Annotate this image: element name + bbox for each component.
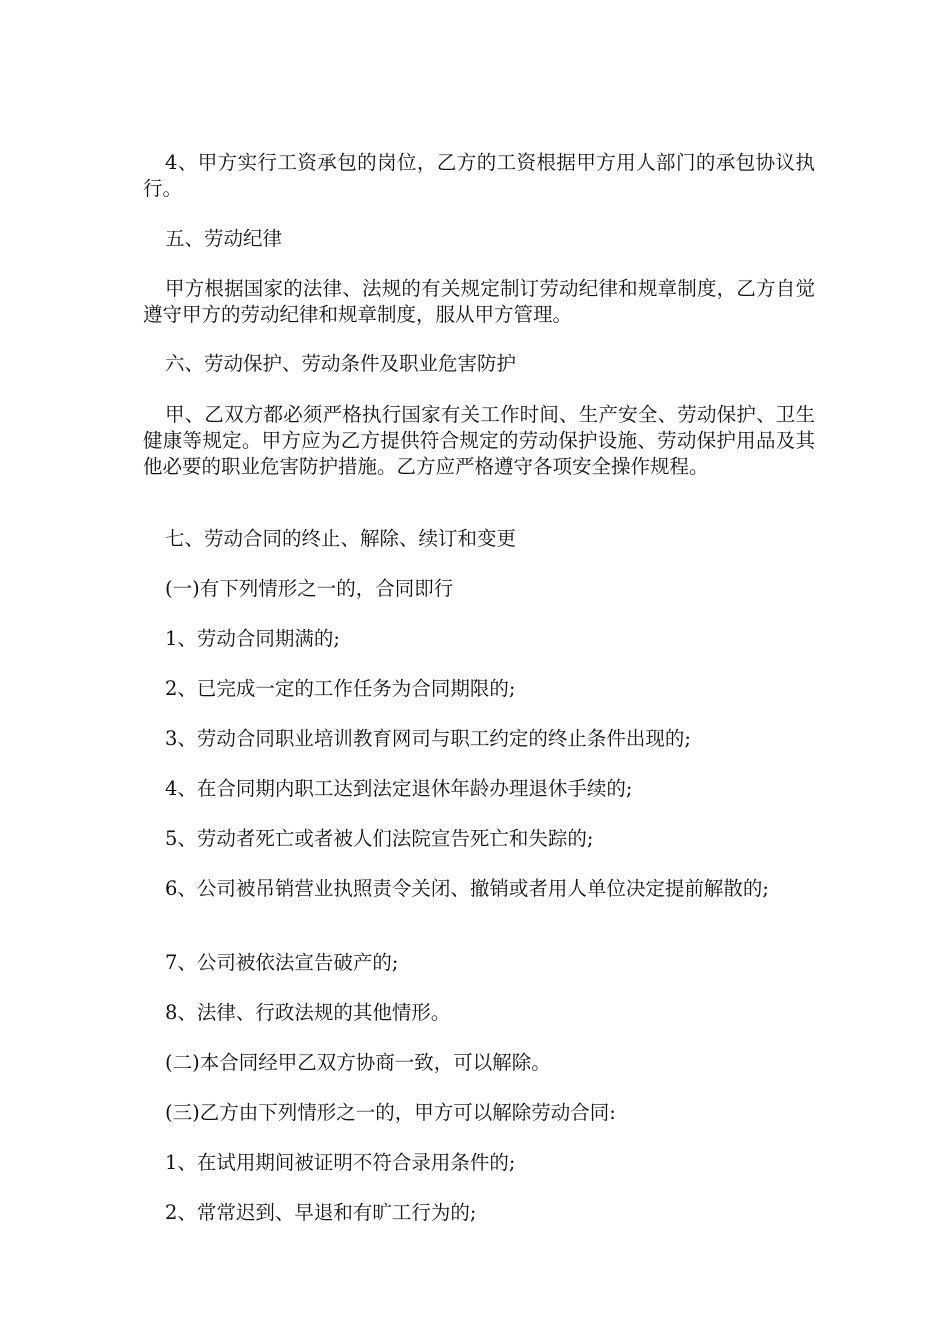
paragraph-labor-protection: 甲、乙双方都必须严格执行国家有关工作时间、生产安全、劳动保护、卫生健康等规定。甲方应为乙方提供符合规定的劳动保护设施、劳动保护用品及其他必要的职业危害防护措施。乙方应严格遵守各项安全操作规程。: [143, 403, 815, 478]
section-heading-labor-discipline: 五、劳动纪律: [165, 227, 283, 250]
subsection-heading-termination-cases: (一)有下列情形之一的，合同即行: [165, 577, 454, 600]
paragraph-wage-contract: 4、甲方实行工资承包的岗位，乙方的工资根据甲方用人部门的承包协议执行。: [143, 151, 815, 200]
section-heading-labor-protection: 六、劳动保护、劳动条件及职业危害防护: [165, 352, 517, 375]
paragraph-labor-discipline: 甲方根据国家的法律、法规的有关规定制订劳动纪律和规章制度，乙方自觉遵守甲方的劳动纪律和规章制度，服从甲方管理。: [143, 277, 815, 326]
list-item-termination-4: 4、在合同期内职工达到法定退休年龄办理退休手续的;: [165, 777, 633, 800]
subsection-heading-employer-dissolution: (三)乙方由下列情形之一的，甲方可以解除劳动合同:: [165, 1101, 616, 1124]
list-item-termination-6: 6、公司被吊销营业执照责令关闭、撤销或者用人单位决定提前解散的;: [165, 877, 769, 900]
list-item-termination-1: 1、劳动合同期满的;: [165, 627, 340, 650]
section-heading-contract-termination: 七、劳动合同的终止、解除、续订和变更: [165, 527, 517, 550]
list-item-dissolution-1: 1、在试用期间被证明不符合录用条件的;: [165, 1151, 516, 1174]
subsection-heading-mutual-dissolution: (二)本合同经甲乙双方协商一致，可以解除。: [165, 1051, 551, 1074]
list-item-termination-3: 3、劳动合同职业培训教育网司与职工约定的终止条件出现的;: [165, 727, 691, 750]
list-item-termination-7: 7、公司被依法宣告破产的;: [165, 951, 399, 974]
list-item-termination-5: 5、劳动者死亡或者被人们法院宣告死亡和失踪的;: [165, 827, 594, 850]
list-item-termination-8: 8、法律、行政法规的其他情形。: [165, 1001, 451, 1024]
list-item-termination-2: 2、已完成一定的工作任务为合同期限的;: [165, 677, 516, 700]
list-item-dissolution-2: 2、常常迟到、早退和有旷工行为的;: [165, 1201, 477, 1224]
